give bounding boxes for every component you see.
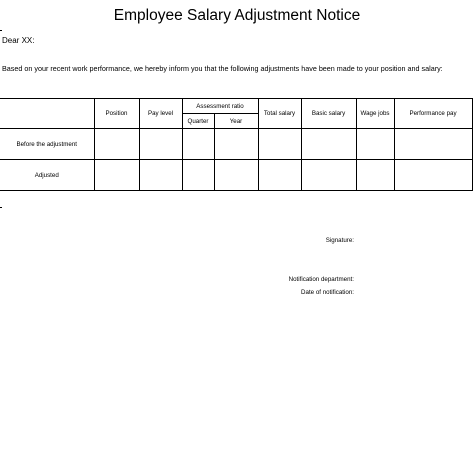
header-position: Position — [94, 99, 139, 129]
intro-paragraph: Based on your recent work performance, we hereby inform you that the following adjustments have been made to your position and salary: — [2, 64, 443, 73]
table-header-row — [0, 99, 472, 114]
table-cell — [301, 160, 356, 191]
salutation: Dear XX: — [2, 36, 35, 45]
notification-department-label: Notification department: — [288, 276, 354, 283]
signature-label: Signature: — [325, 237, 354, 244]
header-performance-pay: Performance pay — [394, 99, 472, 129]
date-of-notification-label: Date of notification: — [301, 289, 354, 296]
header-assessment-ratio: Assessment ratio — [182, 99, 258, 114]
header-year: Year — [214, 114, 258, 129]
margin-mark — [0, 207, 2, 208]
table-cell — [214, 160, 258, 191]
table-cell — [258, 160, 301, 191]
table-cell — [139, 129, 182, 160]
header-total-salary: Total salary — [258, 99, 301, 129]
table-cell — [356, 129, 394, 160]
header-pay-level: Pay level — [139, 99, 182, 129]
header-blank-cell — [0, 99, 94, 129]
margin-mark — [0, 30, 2, 31]
table-cell — [94, 129, 139, 160]
table-cell — [394, 160, 472, 191]
table-row — [0, 129, 472, 160]
row-label: Adjusted — [0, 160, 94, 191]
page-title: Employee Salary Adjustment Notice — [113, 7, 361, 24]
row-label: Before the adjustment — [0, 129, 94, 160]
table-cell — [182, 160, 214, 191]
table-cell — [258, 129, 301, 160]
table-row — [0, 160, 472, 191]
table-cell — [301, 129, 356, 160]
adjustment-table — [0, 98, 473, 191]
table-cell — [394, 129, 472, 160]
header-wage-jobs: Wage jobs — [356, 99, 394, 129]
table-cell — [214, 129, 258, 160]
header-quarter: Quarter — [182, 114, 214, 129]
table-cell — [356, 160, 394, 191]
header-basic-salary: Basic salary — [301, 99, 356, 129]
table-cell — [139, 160, 182, 191]
table-cell — [94, 160, 139, 191]
table-cell — [182, 129, 214, 160]
